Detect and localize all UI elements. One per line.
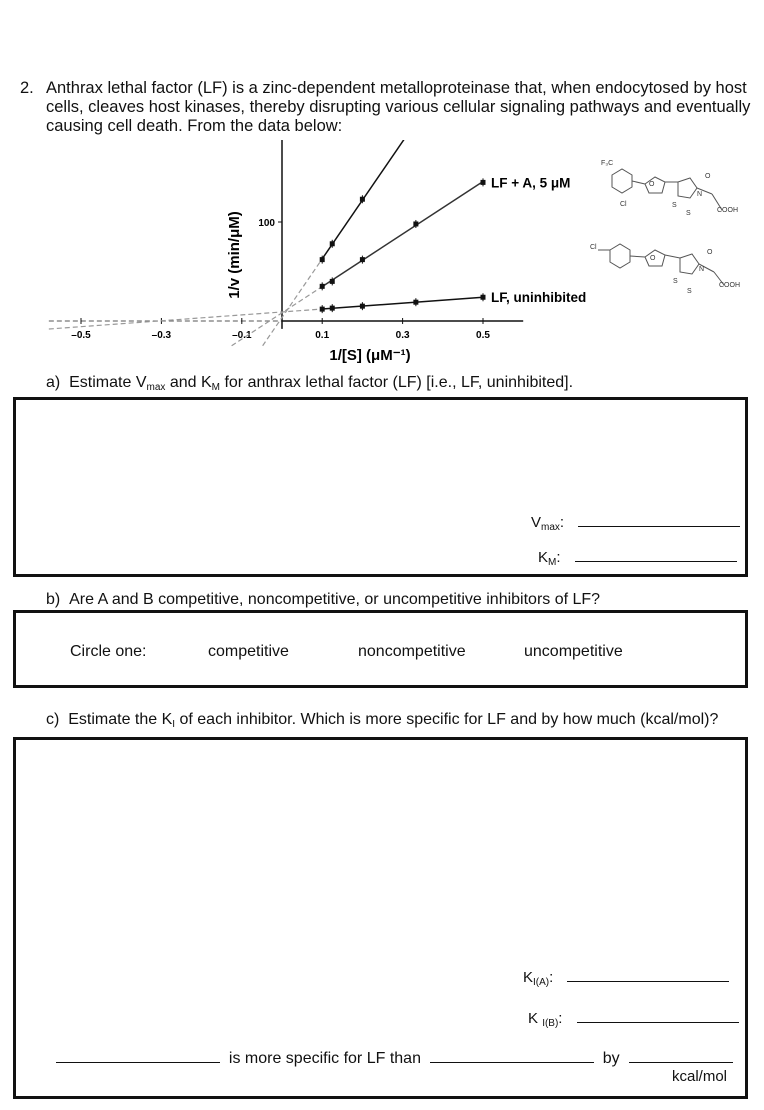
kcal-unit: kcal/mol xyxy=(672,1068,728,1085)
data-point-1-2 xyxy=(360,257,365,262)
vmax-blank[interactable] xyxy=(578,512,740,527)
question-body: Anthrax lethal factor (LF) is a zinc-dependent metalloproteinase that, when endocytosed by host cells, cleaves host kinases, thereby disrupting various cellular signaling pathways and eventually causing cell death. From the data below: xyxy=(46,79,751,135)
ki-a-colon: : xyxy=(549,969,554,986)
structure-b-cf3: F₃C xyxy=(601,160,614,167)
more-specific-blank[interactable] xyxy=(56,1048,220,1063)
specificity-sentence xyxy=(56,1048,733,1068)
part-a-prompt-sub-1: max xyxy=(146,382,166,393)
x-tick-label-1: –0.3 xyxy=(151,330,172,341)
part-a-prompt xyxy=(46,374,573,393)
part-a-prompt-text-3: for anthrax lethal factor (LF) [i.e., LF, uninhibited]. xyxy=(220,374,574,391)
part-c-letter: c) xyxy=(46,711,60,728)
sentence-by-text: by xyxy=(602,1050,620,1067)
structure-b-cooh: COOH xyxy=(717,207,738,214)
structure-a-o2: O xyxy=(707,249,713,256)
structure-a-n: N xyxy=(699,266,705,273)
ki-b-field xyxy=(528,1008,739,1029)
x-axis-label: 1/[S] (μM⁻¹) xyxy=(329,347,411,364)
structure-b-n: N xyxy=(697,191,703,198)
series-line-0 xyxy=(322,140,483,259)
sentence-mid-text: is more specific for LF than xyxy=(228,1050,421,1067)
data-point-2-2 xyxy=(360,304,365,309)
data-point-0-0 xyxy=(320,257,325,262)
structure-a-cl: Cl xyxy=(590,244,597,251)
part-c-prompt-sub: I xyxy=(172,719,176,730)
ki-b-label: K xyxy=(528,1010,539,1027)
structure-b-s2: S xyxy=(686,210,691,217)
data-point-2-3 xyxy=(413,300,418,305)
series-line-2 xyxy=(322,297,483,309)
part-a-prompt-text-1: Estimate V xyxy=(69,374,147,391)
x-tick-label-4: 0.3 xyxy=(395,330,410,341)
x-tick-label-2: –0.1 xyxy=(232,330,252,341)
vmax-field xyxy=(531,512,740,533)
km-blank[interactable] xyxy=(575,547,737,562)
y-axis-label: 1/v (min/μM) xyxy=(226,211,243,299)
x-tick-label-3: 0.1 xyxy=(315,330,330,341)
option-uncompetitive[interactable]: uncompetitive xyxy=(524,643,623,660)
x-tick-label-5: 0.5 xyxy=(476,330,490,341)
part-a-answer-box[interactable] xyxy=(13,397,748,577)
data-point-2-0 xyxy=(320,307,325,312)
km-sub: M xyxy=(548,557,557,568)
option-noncompetitive[interactable]: noncompetitive xyxy=(358,643,466,660)
data-point-2-4 xyxy=(481,295,486,300)
data-point-0-2 xyxy=(360,197,365,202)
vmax-colon: : xyxy=(559,514,565,531)
structure-a-cooh: COOH xyxy=(719,282,740,289)
part-b-prompt-text: Are A and B competitive, noncompetitive, or uncompetitive inhibitors of LF? xyxy=(69,591,601,608)
series-label-2: LF, uninhibited xyxy=(491,290,587,306)
km-label: K xyxy=(538,549,549,566)
km-field xyxy=(538,547,737,568)
structure-a-s1: S xyxy=(673,278,678,285)
structure-b-o1: O xyxy=(649,181,655,188)
km-colon: : xyxy=(556,549,561,566)
y-tick-label-0: 100 xyxy=(258,218,275,229)
part-b-answer-box xyxy=(13,610,748,688)
part-a-prompt-sub-2: M xyxy=(211,382,220,393)
data-point-1-1 xyxy=(330,279,335,284)
ki-b-colon: : xyxy=(558,1010,563,1027)
part-c-prompt xyxy=(46,711,718,730)
data-point-1-4 xyxy=(481,180,486,185)
vmax-label: V xyxy=(531,514,542,531)
part-c-prompt-text-2: of each inhibitor. Which is more specific for LF and by how much (kcal/mol)? xyxy=(175,711,719,728)
kcal-blank[interactable] xyxy=(629,1048,733,1063)
series-line-1 xyxy=(322,182,483,287)
part-b-letter: b) xyxy=(46,591,61,608)
extrapolation-line-1 xyxy=(232,287,323,346)
structure-b-s1: S xyxy=(672,202,677,209)
structure-a-labels xyxy=(590,244,740,295)
part-c-prompt-text-1: Estimate the K xyxy=(68,711,173,728)
structure-a-image xyxy=(598,244,724,285)
part-b-prompt xyxy=(46,591,600,609)
extrapolation-line-0 xyxy=(263,259,323,346)
ki-b-blank[interactable] xyxy=(577,1008,739,1023)
chart-labels xyxy=(491,140,586,305)
structure-a-o1: O xyxy=(650,255,656,262)
series-lines xyxy=(322,140,483,309)
ki-a-label: K xyxy=(523,969,534,986)
question-number: 2. xyxy=(20,79,34,97)
part-a-prompt-text-2: and K xyxy=(165,374,212,391)
ki-a-sub: I(A) xyxy=(533,977,550,988)
circle-one-label: Circle one: xyxy=(70,643,147,660)
part-c-answer-box[interactable] xyxy=(13,737,748,1099)
option-competitive[interactable]: competitive xyxy=(208,643,289,660)
part-a-letter: a) xyxy=(46,374,61,391)
structure-b-labels xyxy=(601,160,738,217)
ki-b-sub: I(B) xyxy=(542,1018,559,1029)
lineweaver-burk-chart xyxy=(0,140,764,370)
data-point-1-0 xyxy=(320,284,325,289)
x-tick-label-0: –0.5 xyxy=(71,330,91,341)
structure-a-s2: S xyxy=(687,288,692,295)
ki-a-field xyxy=(523,967,729,988)
structure-b-cl: Cl xyxy=(620,201,627,208)
ki-a-blank[interactable] xyxy=(567,967,729,982)
structure-b-o2: O xyxy=(705,173,711,180)
less-specific-blank[interactable] xyxy=(430,1048,594,1063)
data-point-1-3 xyxy=(413,221,418,226)
data-point-2-1 xyxy=(330,306,335,311)
series-label-1: LF + A, 5 μM xyxy=(491,175,571,191)
data-point-0-1 xyxy=(330,241,335,246)
vmax-sub: max xyxy=(541,522,560,533)
